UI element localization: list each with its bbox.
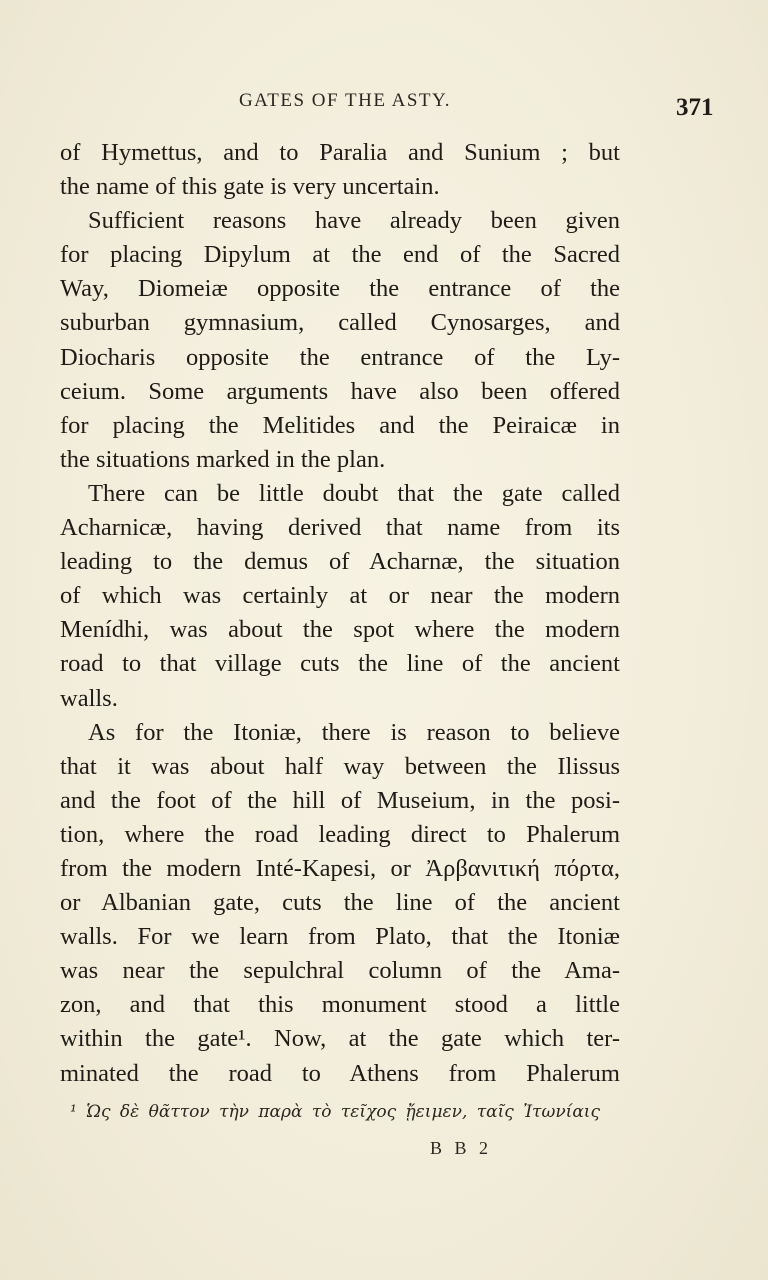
text-line: Diocharis opposite the entrance of the Ly- xyxy=(60,343,620,371)
text-line: zon, and that this monument stood a little xyxy=(60,991,620,1019)
text-line: for placing Dipylum at the end of the Sacred xyxy=(60,241,620,269)
footnote: ¹ Ὡς δὲ θᾶττον τὴν παρὰ τὸ τεῖχος ᾔειμεν, ταῖς Ἰτωνίαις xyxy=(70,1102,600,1122)
text-line: that it was about half way between the Ilissus xyxy=(60,752,620,780)
text-line: for placing the Melitides and the Peiraicæ in xyxy=(60,411,620,439)
running-title: GATES OF THE ASTY. xyxy=(238,90,452,111)
text-line: road to that village cuts the line of the ancient xyxy=(60,650,620,678)
signature-mark: B B 2 xyxy=(430,1138,493,1158)
text-line: As for the Itoniæ, there is reason to believe xyxy=(88,718,620,746)
text-line: Way, Diomeiæ opposite the entrance of the xyxy=(60,275,620,303)
text-line: Acharnicæ, having derived that name from its xyxy=(60,514,620,542)
text-line: of which was certainly at or near the modern xyxy=(60,582,620,610)
text-line: within the gate¹. Now, at the gate which ter- xyxy=(60,1025,620,1053)
text-line: tion, where the road leading direct to Phalerum xyxy=(60,820,620,848)
text-line: of Hymettus, and to Paralia and Sunium ; but xyxy=(60,139,620,166)
body-text xyxy=(60,136,620,1091)
text-line: walls. For we learn from Plato, that the Itoniæ xyxy=(60,923,620,951)
text-line: minated the road to Athens from Phalerum xyxy=(60,1059,620,1087)
text-line: the situations marked in the plan. xyxy=(60,445,386,473)
text-line: was near the sepulchral column of the Ama- xyxy=(60,957,620,985)
text-line: suburban gymnasium, called Cynosarges, and xyxy=(60,309,620,337)
text-line: There can be little doubt that the gate called xyxy=(88,479,620,507)
text-line: ceium. Some arguments have also been offered xyxy=(60,377,620,405)
text-line: leading to the demus of Acharnæ, the situation xyxy=(60,548,620,576)
text-line: walls. xyxy=(60,684,118,712)
text-line: or Albanian gate, cuts the line of the ancient xyxy=(60,889,620,917)
text-line: Sufficient reasons have already been given xyxy=(88,207,620,235)
text-line: from the modern Inté-Kapesi, or Ἀρβανιτική πόρτα, xyxy=(60,854,620,882)
text-line: and the foot of the hill of Museium, in the posi- xyxy=(60,786,620,814)
page-number: 371 xyxy=(676,94,714,121)
text-line: Menídhi, was about the spot where the modern xyxy=(60,616,620,644)
text-line: the name of this gate is very uncertain. xyxy=(60,173,440,201)
